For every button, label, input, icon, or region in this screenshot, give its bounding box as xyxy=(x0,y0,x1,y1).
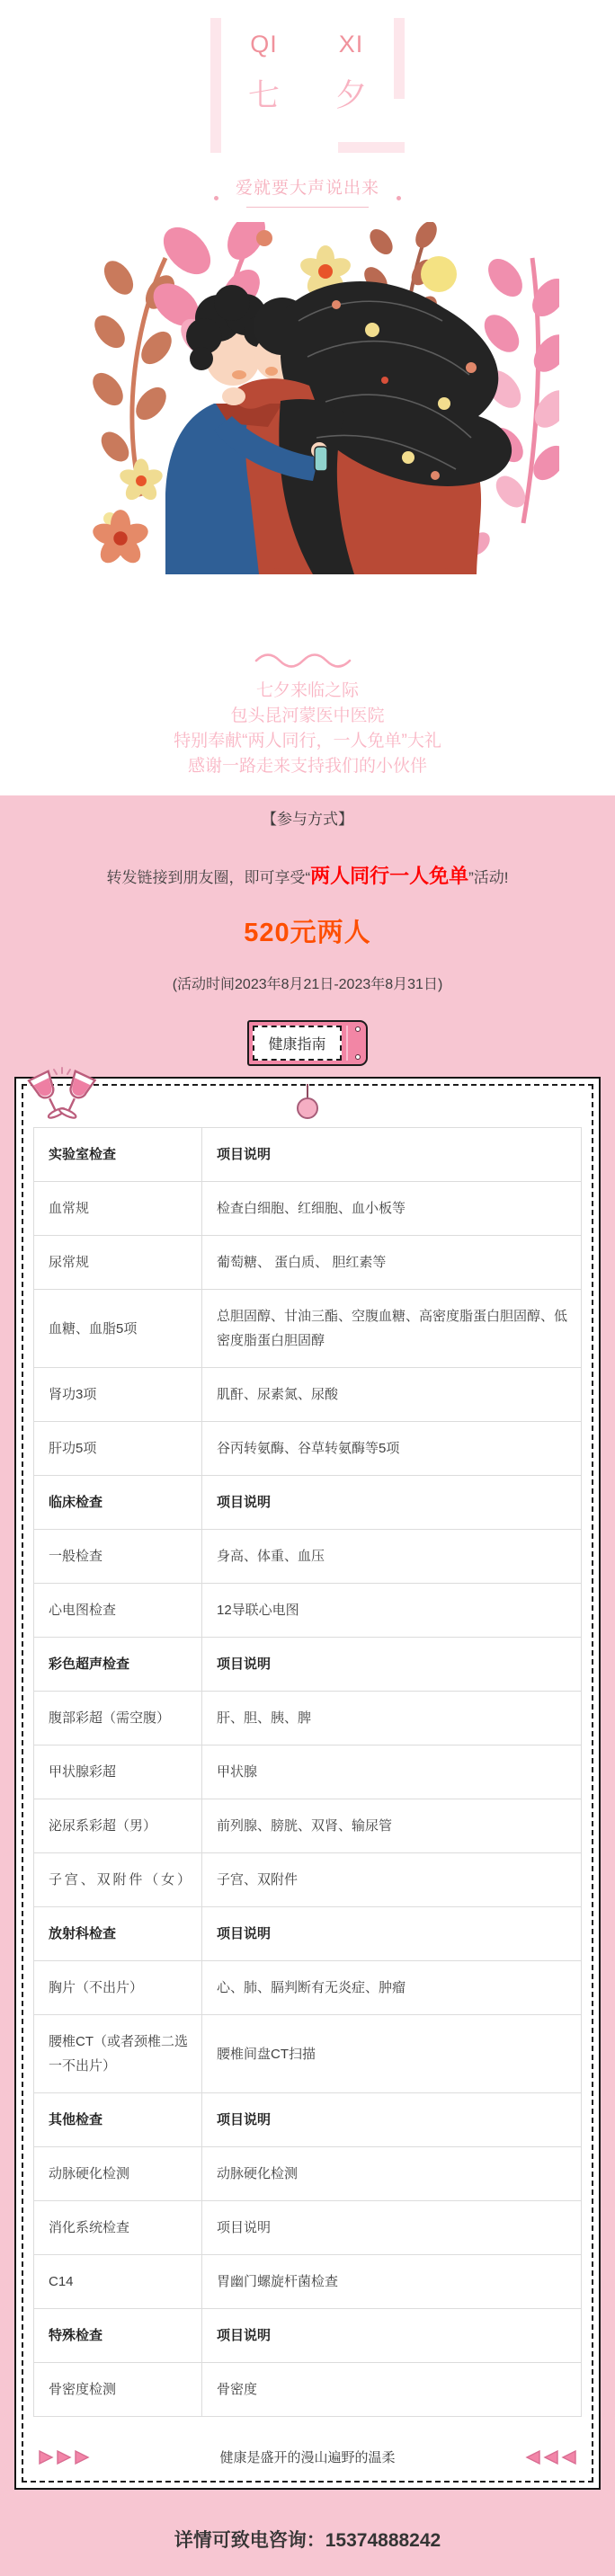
table-row xyxy=(34,1961,582,2015)
item-name-cell: 骨密度检测 xyxy=(34,2363,202,2417)
tagline-dot-right xyxy=(397,196,401,200)
item-desc-cell: 总胆固醇、甘油三酯、空腹血糖、高密度脂蛋白胆固醇、低密度脂蛋白胆固醇 xyxy=(202,1290,582,1368)
arrows-left-icon xyxy=(521,2449,577,2465)
item-desc-cell: 肌酐、尿素氮、尿酸 xyxy=(202,1368,582,1422)
contact-line xyxy=(0,2526,615,2553)
table-row xyxy=(34,1692,582,1745)
tagline-text: 爱就要大声说出来 xyxy=(235,179,379,198)
tag-dot-top xyxy=(355,1026,361,1032)
table-section-header-row xyxy=(34,2093,582,2147)
intro-line-4: 感谢一路走来支持我们的小伙伴 xyxy=(187,757,427,776)
table-row xyxy=(34,1290,582,1368)
forward-instruction xyxy=(0,861,615,889)
item-name-cell: 其他检查 xyxy=(34,2093,202,2147)
item-desc-cell: 项目说明 xyxy=(202,2201,582,2255)
item-name-cell: 放射科检查 xyxy=(34,1907,202,1961)
health-guide-button[interactable] xyxy=(247,1020,367,1066)
item-desc-cell: 12导联心电图 xyxy=(202,1584,582,1638)
checkup-table xyxy=(33,1127,582,2417)
item-desc-cell: 动脉硬化检测 xyxy=(202,2147,582,2201)
item-name-cell: 彩色超声检查 xyxy=(34,1638,202,1692)
item-name-cell: 胸片（不出片） xyxy=(34,1961,202,2015)
item-desc-cell: 腰椎间盘CT扫描 xyxy=(202,2015,582,2093)
intro-line-3: 特别奉献“两人同行，一人免单”大礼 xyxy=(174,732,441,751)
tag-dot-bottom xyxy=(355,1054,361,1060)
tag-strip xyxy=(346,1026,362,1061)
header-bottom-bar xyxy=(338,142,405,153)
participate-title: 【参与方式】 xyxy=(262,811,353,828)
table-row xyxy=(34,2015,582,2093)
item-name-cell: 尿常规 xyxy=(34,1236,202,1290)
table-row xyxy=(34,1368,582,1422)
item-desc-cell: 骨密度 xyxy=(202,2363,582,2417)
table-section-header-row xyxy=(34,1476,582,1530)
item-name-cell: 腰椎CT（或者颈椎二选一不出片） xyxy=(34,2015,202,2093)
intro-lines xyxy=(0,679,615,779)
item-desc-cell: 检查白细胞、红细胞、血小板等 xyxy=(202,1182,582,1236)
guide-tag-row xyxy=(0,1020,615,1066)
couple-kissing-illustration xyxy=(56,222,559,574)
promo-section xyxy=(0,795,615,2576)
table-row xyxy=(34,1584,582,1638)
table-row xyxy=(34,1236,582,1290)
item-desc-cell: 子宫、双附件 xyxy=(202,1853,582,1907)
table-row xyxy=(34,2201,582,2255)
table-row xyxy=(34,2147,582,2201)
item-name-cell: 泌尿系彩超（男） xyxy=(34,1799,202,1853)
item-name-cell: 子宫、双附件（女） xyxy=(34,1853,202,1907)
item-name-cell: 实验室检查 xyxy=(34,1128,202,1182)
qixi-title xyxy=(210,31,405,116)
table-row xyxy=(34,2363,582,2417)
item-name-cell: C14 xyxy=(34,2255,202,2309)
price-text: 520元两人 xyxy=(244,919,371,947)
intro-line-2: 包头昆河蒙医中医院 xyxy=(230,706,385,725)
table-row xyxy=(34,1530,582,1584)
item-desc-cell: 项目说明 xyxy=(202,1638,582,1692)
balloon-drop-icon xyxy=(297,1084,318,1120)
item-name-cell: 一般检查 xyxy=(34,1530,202,1584)
item-name-cell: 血常规 xyxy=(34,1182,202,1236)
tagline-underline xyxy=(246,207,369,208)
qixi-latin-qi: QI xyxy=(250,31,278,58)
arrows-right-icon xyxy=(38,2449,94,2465)
item-desc-cell: 心、肺、膈判断有无炎症、肿瘤 xyxy=(202,1961,582,2015)
activity-period: (活动时间2023年8月21日-2023年8月31日) xyxy=(172,977,443,992)
qixi-header xyxy=(210,18,405,155)
checkup-panel xyxy=(14,1077,601,2490)
contact-phone-number[interactable]: 15374888242 xyxy=(325,2530,441,2551)
contact-label: 详情可致电咨询： xyxy=(174,2530,325,2551)
table-section-header-row xyxy=(34,1638,582,1692)
checkup-table-body xyxy=(34,1128,582,2417)
intro-line-1: 七夕来临之际 xyxy=(255,681,359,700)
item-desc-cell: 项目说明 xyxy=(202,1128,582,1182)
item-desc-cell: 葡萄糖、 蛋白质、 胆红素等 xyxy=(202,1236,582,1290)
table-section-header-row xyxy=(34,1128,582,1182)
item-desc-cell: 身高、体重、血压 xyxy=(202,1530,582,1584)
forward-suffix: ”活动! xyxy=(468,869,509,886)
item-desc-cell: 前列腺、膀胱、双肾、输尿管 xyxy=(202,1799,582,1853)
tagline-block xyxy=(0,174,615,208)
item-name-cell: 甲状腺彩超 xyxy=(34,1745,202,1799)
panel-slogan: 健康是盛开的漫山遍野的温柔 xyxy=(219,2450,396,2465)
item-name-cell: 血糖、血脂5项 xyxy=(34,1290,202,1368)
health-guide-label: 健康指南 xyxy=(253,1026,341,1061)
item-desc-cell: 项目说明 xyxy=(202,1907,582,1961)
table-row xyxy=(34,1745,582,1799)
item-name-cell: 消化系统检查 xyxy=(34,2201,202,2255)
item-desc-cell: 项目说明 xyxy=(202,2093,582,2147)
qixi-col-left xyxy=(248,31,280,116)
item-name-cell: 心电图检查 xyxy=(34,1584,202,1638)
item-name-cell: 肾功3项 xyxy=(34,1368,202,1422)
item-desc-cell: 甲状腺 xyxy=(202,1745,582,1799)
table-section-header-row xyxy=(34,1907,582,1961)
wave-divider xyxy=(254,652,361,668)
qixi-col-right xyxy=(335,31,367,116)
item-desc-cell: 谷丙转氨酶、谷草转氨酶等5项 xyxy=(202,1422,582,1476)
table-section-header-row xyxy=(34,2309,582,2363)
wine-glasses-icon xyxy=(23,1062,101,1140)
table-row xyxy=(34,1853,582,1907)
panel-footer xyxy=(38,2447,577,2466)
table-row xyxy=(34,1422,582,1476)
qixi-latin-xi: XI xyxy=(338,31,364,58)
table-row xyxy=(34,2255,582,2309)
item-desc-cell: 项目说明 xyxy=(202,1476,582,1530)
item-name-cell: 动脉硬化检测 xyxy=(34,2147,202,2201)
item-name-cell: 特殊检查 xyxy=(34,2309,202,2363)
item-name-cell: 肝功5项 xyxy=(34,1422,202,1476)
item-name-cell: 腹部彩超（需空腹） xyxy=(34,1692,202,1745)
tagline-dot-left xyxy=(214,196,218,200)
table-row xyxy=(34,1799,582,1853)
table-row xyxy=(34,1182,582,1236)
item-desc-cell: 肝、胆、胰、脾 xyxy=(202,1692,582,1745)
item-desc-cell: 胃幽门螺旋杆菌检查 xyxy=(202,2255,582,2309)
forward-highlight: 两人同行一人免单 xyxy=(310,865,469,887)
item-name-cell: 临床检查 xyxy=(34,1476,202,1530)
qixi-hanzi-xi: 夕 xyxy=(335,78,368,113)
forward-prefix: 转发链接到朋友圈，即可享受“ xyxy=(106,869,311,886)
qixi-hanzi-qi: 七 xyxy=(247,78,280,113)
item-desc-cell: 项目说明 xyxy=(202,2309,582,2363)
